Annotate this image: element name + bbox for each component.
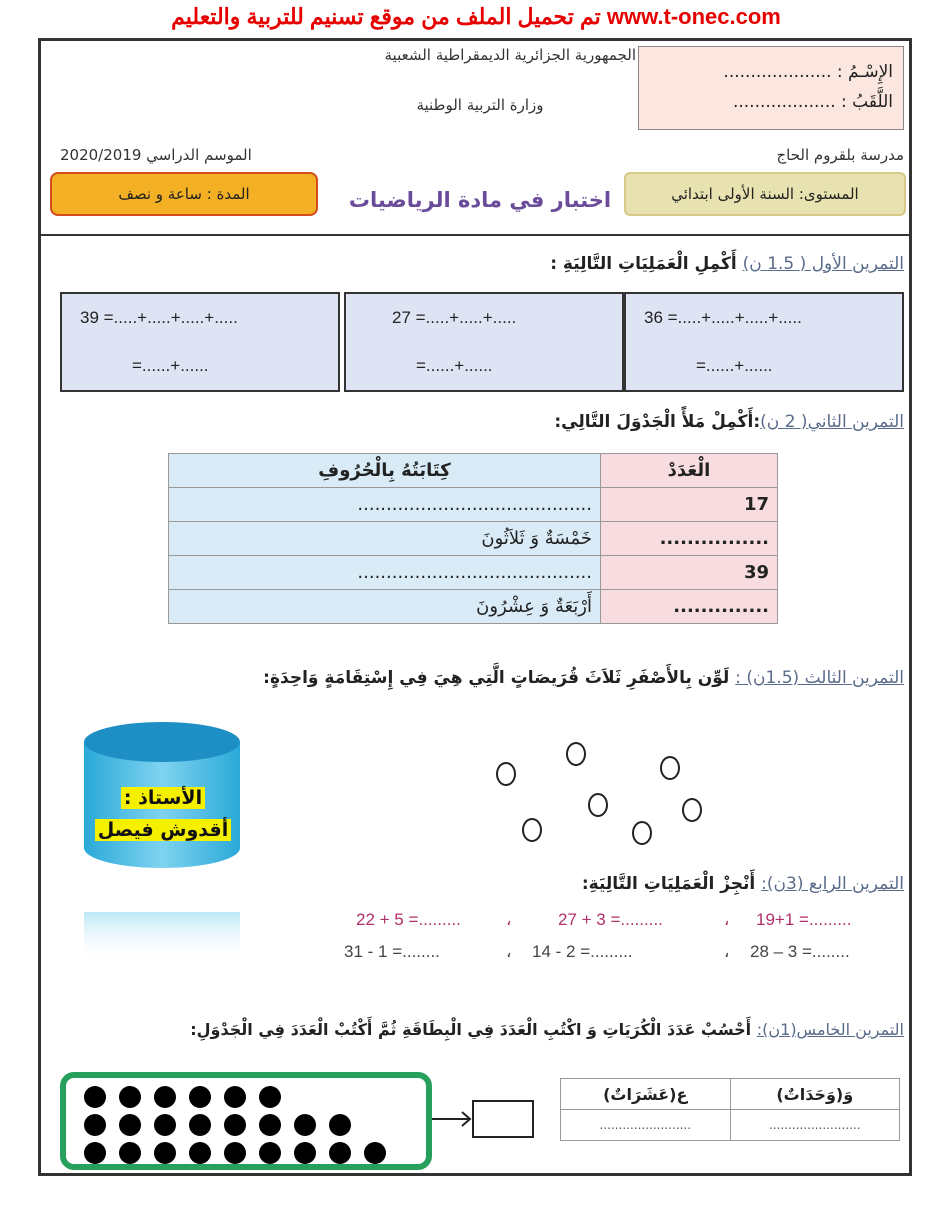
ball-dot xyxy=(224,1142,246,1164)
republic-title: الجمهورية الجزائرية الديمقراطية الشعبية xyxy=(384,46,636,64)
table-header-row xyxy=(169,454,778,488)
circle-shape[interactable] xyxy=(660,756,680,780)
operation-line: 27 =.....+.....+..... xyxy=(392,308,517,327)
school-name: مدرسة بلقروم الحاج xyxy=(776,146,904,164)
teacher-name: أقدوش فيصل xyxy=(95,819,231,841)
exercise-4-label: التمرين الرابع (3ن): xyxy=(761,874,904,894)
ministry-title: وزارة التربية الوطنية xyxy=(416,96,544,114)
ball-dot xyxy=(154,1142,176,1164)
circle-shape[interactable] xyxy=(522,818,542,842)
circle-shape[interactable] xyxy=(496,762,516,786)
operation-line: =......+...... xyxy=(696,356,773,375)
exercise-1-title xyxy=(300,254,904,274)
cylinder-reflection xyxy=(80,912,244,962)
separator: ، xyxy=(506,910,512,929)
table-row xyxy=(561,1110,900,1141)
ball-dot xyxy=(364,1142,386,1164)
ball-dot xyxy=(259,1086,281,1108)
arrow-right-icon xyxy=(432,1108,474,1130)
table-row xyxy=(169,522,778,556)
table-row xyxy=(169,556,778,590)
circle-shape[interactable] xyxy=(632,821,652,845)
teacher-name-label xyxy=(88,782,238,846)
col-units-header: وَ(وَحَدَاتٌ) xyxy=(730,1079,900,1110)
number-words-table xyxy=(168,453,778,624)
ball-dot xyxy=(294,1142,316,1164)
exercise-2-title xyxy=(300,412,904,432)
separator: ، xyxy=(724,910,730,929)
col-words-header: كِتَابَتُهُ بِالْحُرُوفِ xyxy=(169,454,601,488)
ball-dot xyxy=(329,1142,351,1164)
exercise-5-instruction: أَحْسُبْ عَدَدَ الْكُرَيَاتِ وَ اكْتُبِ الْعَدَدَ فِي الْبِطَاقَةِ ثُمَّ أَكْتُبْ الْعَدَدَ فِي الْجَدْوَلِ: xyxy=(190,1020,757,1039)
units-blank-cell[interactable]: ........................ xyxy=(730,1110,900,1141)
col-number-header: الْعَدَدْ xyxy=(601,454,778,488)
number-cell: 17 xyxy=(601,488,778,522)
ball-dot xyxy=(154,1086,176,1108)
ball-dot xyxy=(84,1114,106,1136)
col-tens-header: ع(عَشَرَاتٌ) xyxy=(561,1079,731,1110)
separator: ، xyxy=(506,942,512,961)
ball-dot xyxy=(294,1114,316,1136)
ball-dot xyxy=(259,1142,281,1164)
circle-shape[interactable] xyxy=(588,793,608,817)
student-info-box xyxy=(638,46,904,130)
table-row xyxy=(169,590,778,624)
operation-line: =......+...... xyxy=(416,356,493,375)
words-cell: خَمْسَةٌ وَ ثَلاَثُونَ xyxy=(169,522,601,556)
ball-dot xyxy=(119,1114,141,1136)
exercise-1-instruction: أَكْمِلِ الْعَمَلِيَاتِ التَّالِيَةِ : xyxy=(550,254,743,274)
table-row xyxy=(169,488,778,522)
operation-19-plus-1: 19+1 =......... xyxy=(756,910,852,929)
exercise-3-title xyxy=(60,668,904,688)
operation-22-plus-5: 22 + 5 =......... xyxy=(356,910,461,929)
operation-line: 39 =.....+.....+.....+..... xyxy=(80,308,238,327)
words-cell: ......................................... xyxy=(169,556,601,590)
words-cell: ......................................... xyxy=(169,488,601,522)
exercise-2-instruction: :أَكْمِلْ مَلأً الْجَدْوَلَ التَّالِي: xyxy=(554,412,761,432)
operation-28-minus-3: 28 – 3 =........ xyxy=(750,942,850,961)
words-cell: أَرْبَعَةٌ وَ عِشْرُونَ xyxy=(169,590,601,624)
name-line: الإِسْـمُ : .................... xyxy=(723,62,893,82)
exercise-4-instruction: أَنْجِزْ الْعَمَلِيَاتِ التَّالِيَةِ: xyxy=(581,874,762,894)
operation-27-plus-3: 27 + 3 =......... xyxy=(558,910,663,929)
ball-dot xyxy=(329,1114,351,1136)
ball-dot xyxy=(189,1086,211,1108)
ball-dot xyxy=(259,1114,281,1136)
operation-line: =......+...... xyxy=(132,356,209,375)
ball-dot xyxy=(119,1142,141,1164)
download-banner: تم تحميل الملف من موقع تسنيم للتربية والتعليم www.t-onec.com xyxy=(171,4,781,29)
exercise-5-label: التمرين الخامس(1ن): xyxy=(756,1020,904,1039)
header-divider xyxy=(40,234,910,236)
exercise-2-label: التمرين الثاني( 2 ن) xyxy=(760,412,904,432)
ball-dot xyxy=(119,1086,141,1108)
ball-dot xyxy=(154,1114,176,1136)
operation-14-minus-2: 14 - 2 =......... xyxy=(532,942,633,961)
operation-line: 36 =.....+.....+.....+..... xyxy=(644,308,802,327)
operation-box-36 xyxy=(624,292,904,392)
level-box: المستوى: السنة الأولى ابتدائي xyxy=(624,172,906,216)
exercise-3-instruction: لَوِّن بِالأَصْفَرِ ثَلاَثَ قُرَيصَاتٍ الَّتِي هِيَ فِي إِسْتِقَامَةٍ وَاحِدَةٍ: xyxy=(263,668,736,688)
tens-units-table xyxy=(560,1078,900,1141)
ball-dot xyxy=(224,1086,246,1108)
operation-box-27 xyxy=(344,292,624,392)
exam-title: اختبار في مادة الرياضيات xyxy=(348,188,612,212)
ball-dot xyxy=(189,1114,211,1136)
dots-card xyxy=(60,1072,432,1170)
teacher-title: الأستاذ : xyxy=(121,787,205,809)
operation-31-minus-1: 31 - 1 =........ xyxy=(344,942,440,961)
number-cell: .............. xyxy=(601,590,778,624)
duration-box: المدة : ساعة و نصف xyxy=(50,172,318,216)
ball-dot xyxy=(189,1142,211,1164)
answer-card-box[interactable] xyxy=(472,1100,534,1138)
exercise-5-title xyxy=(60,1020,904,1039)
circle-shape[interactable] xyxy=(682,798,702,822)
tens-blank-cell[interactable]: ........................ xyxy=(561,1110,731,1141)
separator: ، xyxy=(724,942,730,961)
number-cell: ................ xyxy=(601,522,778,556)
ball-dot xyxy=(224,1114,246,1136)
exercise-4-title xyxy=(300,874,904,894)
number-cell: 39 xyxy=(601,556,778,590)
circle-shape[interactable] xyxy=(566,742,586,766)
exercise-3-label: التمرين الثالث (1.5ن) : xyxy=(735,668,904,688)
exercise-1-label: التمرين الأول ( 1.5 ن) xyxy=(742,254,904,274)
school-season: الموسم الدراسي 2020/2019 xyxy=(60,146,252,164)
operation-box-39 xyxy=(60,292,340,392)
ball-dot xyxy=(84,1086,106,1108)
table-header-row xyxy=(561,1079,900,1110)
ball-dot xyxy=(84,1142,106,1164)
surname-line: اللَّقَبُ : ................... xyxy=(732,92,893,112)
